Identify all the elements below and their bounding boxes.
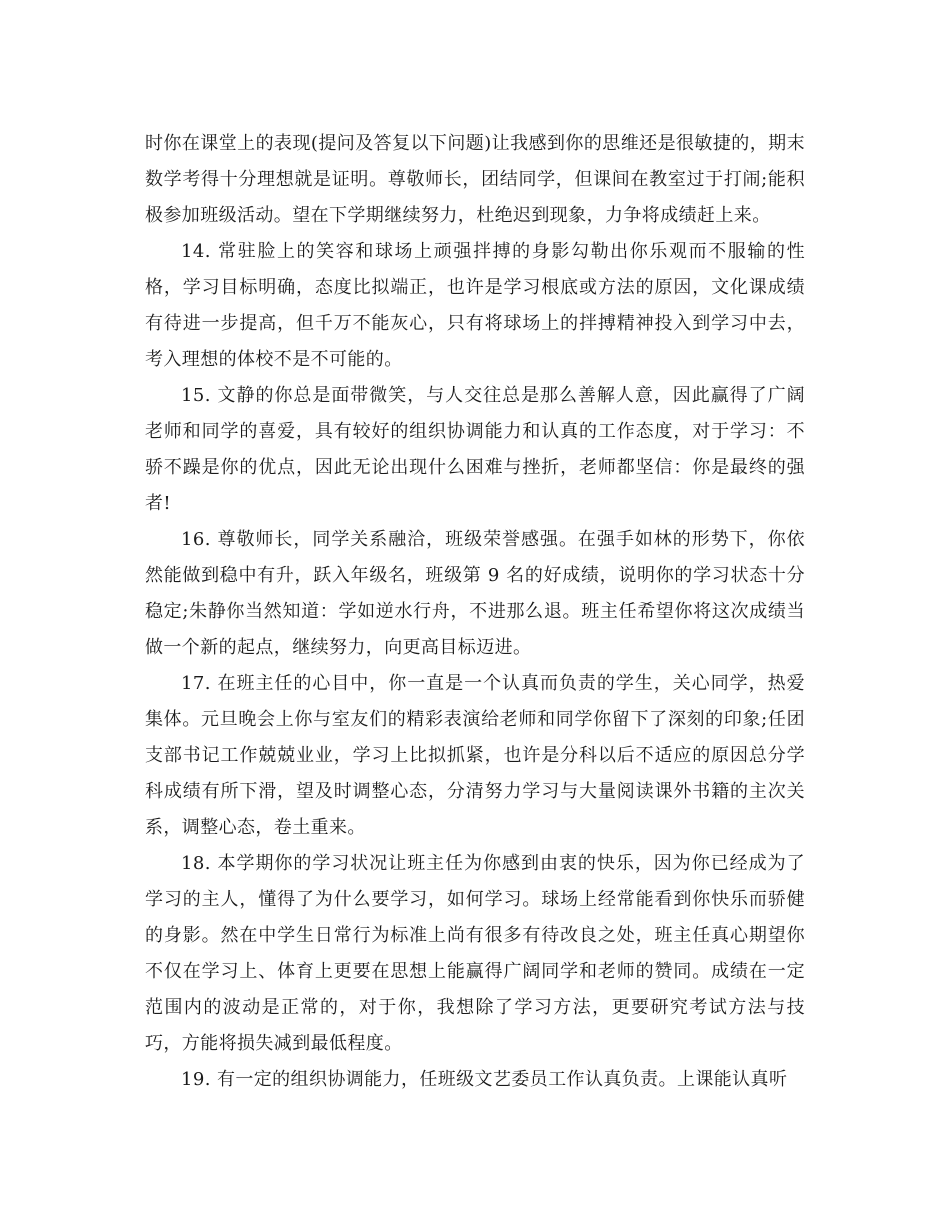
- paragraph-15: 15. 文静的你总是面带微笑，与人交往总是那么善解人意，因此赢得了广阔老师和同学的喜爱，具有较好的组织协调能力和认真的工作态度，对于学习：不骄不躁是你的优点，因此无论出现什么困难与挫折，老师都坚信：你是最终的强者!: [145, 385, 805, 514]
- document-body: [145, 126, 805, 1098]
- paragraph-16: 16. 尊敬师长，同学关系融洽，班级荣誉感强。在强手如林的形势下，你依然能做到稳中有升，跃入年级名，班级第 9 名的好成绩，说明你的学习状态十分稳定;朱静你当然知道：学如逆水行舟，不进那么退。班主任希望你将这次成绩当做一个新的起点，继续努力，向更高目标迈进。: [145, 529, 805, 658]
- paragraph-19: 19. 有一定的组织协调能力，任班级文艺委员工作认真负责。上课能认真听: [181, 1069, 788, 1090]
- paragraph-17: 17. 在班主任的心目中，你一直是一个认真而负责的学生，关心同学，热爱集体。元旦晚会上你与室友们的精彩表演给老师和同学你留下了深刻的印象;任团支部书记工作兢兢业业，学习上比拟抓紧，也许是分科以后不适应的原因总分学科成绩有所下滑，望及时调整心态，分清努力学习与大量阅读课外书籍的主次关系，调整心态，卷土重来。: [145, 673, 805, 838]
- paragraph-18: 18. 本学期你的学习状况让班主任为你感到由衷的快乐，因为你已经成为了学习的主人，懂得了为什么要学习，如何学习。球场上经常能看到你快乐而骄健的身影。然在中学生日常行为标准上尚有很多有待改良之处，班主任真心期望你不仅在学习上、体育上更要在思想上能赢得广阔同学和老师的赞同。成绩在一定范围内的波动是正常的，对于你，我想除了学习方法，更要研究考试方法与技巧，方能将损失减到最低程度。: [145, 853, 805, 1054]
- paragraph-14: 14. 常驻脸上的笑容和球场上顽强拌搏的身影勾勒出你乐观而不服输的性格，学习目标明确，态度比拟端正，也许是学习根底或方法的原因，文化课成绩有待进一步提高，但千万不能灰心，只有将球场上的拌搏精神投入到学习中去，考入理想的体校不是不可能的。: [145, 241, 805, 370]
- paragraph-continued: 时你在课堂上的表现(提问及答复以下问题)让我感到你的思维还是很敏捷的，期末数学考得十分理想就是证明。尊敬师长，团结同学，但课间在教室过于打闹;能积极参加班级活动。望在下学期继续努力，杜绝迟到现象，力争将成绩赶上来。: [145, 133, 805, 226]
